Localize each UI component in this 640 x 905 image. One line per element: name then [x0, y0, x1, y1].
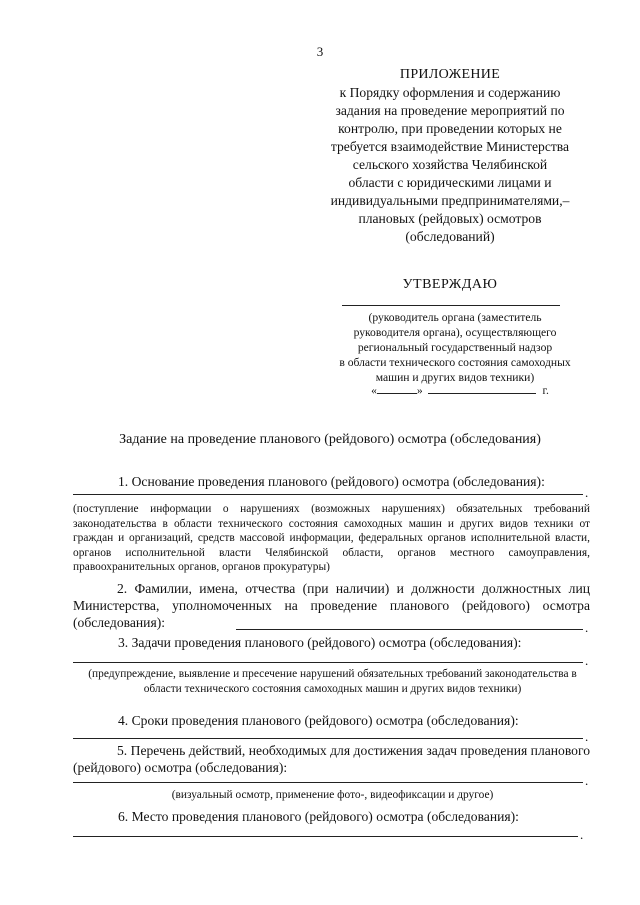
section-2-fill-line [236, 629, 583, 630]
signature-caption [305, 310, 605, 385]
date-close-quote: » [416, 384, 423, 397]
section-5-period: . [585, 773, 589, 788]
appendix-line: к Порядку оформления и содержанию [339, 85, 561, 100]
section-4-period: . [585, 729, 589, 744]
date-open-quote: « [371, 384, 377, 397]
section-1-heading: 1. Основание проведения планового (рейдового) осмотра (обследования): [118, 474, 545, 489]
section-2-period: . [585, 620, 589, 635]
section-4-heading: 4. Сроки проведения планового (рейдового) осмотра (обследования): [118, 713, 519, 728]
section-3-period: . [585, 653, 589, 668]
caption-line: машин и других видов техники) [375, 371, 535, 384]
approval-heading: УТВЕРЖДАЮ [402, 277, 498, 292]
section-6-heading: 6. Место проведения планового (рейдового) осмотра (обследования): [118, 809, 519, 824]
appendix-line: (обследований) [405, 229, 495, 244]
section-3-heading: 3. Задачи проведения планового (рейдового) осмотра (обследования): [118, 635, 522, 650]
year-suffix: г. [542, 384, 549, 397]
section-1-fill-line [73, 494, 583, 495]
appendix-line: области с юридическими лицами и [348, 175, 552, 190]
caption-line: региональный государственный надзор [357, 341, 553, 354]
appendix-line: контролю, при проведении которых не [338, 121, 562, 136]
section-1-period: . [585, 485, 589, 500]
caption-line: (руководитель органа (заместитель [368, 311, 542, 324]
appendix-line: плановых (рейдовых) осмотров [358, 211, 542, 226]
section-2-text: 2. Фамилии, имена, отчества (при наличии) и должности должностных лиц Министерства, уполномоченных на проведение планового (рейдового) осмотра (обследования): [73, 581, 590, 630]
document-title: Задание на проведение планового (рейдового) осмотра (обследования) [119, 432, 541, 447]
section-4-fill-line [73, 738, 583, 739]
appendix-line: требуется взаимодействие Министерства [330, 139, 570, 154]
appendix-title: ПРИЛОЖЕНИЕ [399, 67, 501, 82]
section-6-fill-line [73, 836, 578, 837]
month-year-blank [428, 383, 536, 394]
appendix-block [300, 66, 600, 246]
appendix-line: сельского хозяйства Челябинской [352, 157, 548, 172]
caption-line: руководителя органа), осуществляющего [353, 326, 557, 339]
appendix-line: индивидуальными предпринимателями,– [330, 193, 570, 208]
signature-line [342, 305, 560, 306]
page-number: 3 [316, 44, 324, 59]
caption-line: в области технического состояния самоходных [339, 356, 571, 369]
approval-date-line [320, 383, 600, 397]
section-1-caption: (поступление информации о нарушениях (возможных нарушениях) обязательных требований законодательства в области технического состояния самоходных машин и других видов техники от граждан и организаций, средств массовой информации, федеральных органов исполнительной власти, органов исполнительной власти Челябинской области, органов местного самоуправления, правоохранительных органов, органов прокуратуры) [73, 503, 590, 573]
section-5-text: 5. Перечень действий, необходимых для достижения задач проведения планового (рейдового) осмотра (обследования): [73, 743, 590, 775]
section-5-fill-line [73, 782, 583, 783]
section-5-caption: (визуальный осмотр, применение фото-, видеофиксации и другое) [171, 789, 494, 801]
section-3-fill-line [73, 662, 583, 663]
appendix-line: задания на проведение мероприятий по [335, 103, 565, 118]
day-blank [377, 383, 417, 394]
section-6-period: . [580, 827, 584, 842]
section-3-caption: (предупреждение, выявление и пресечение нарушений обязательных требований законодательства в области технического состояния самоходных машин и других видов техники) [88, 668, 577, 695]
